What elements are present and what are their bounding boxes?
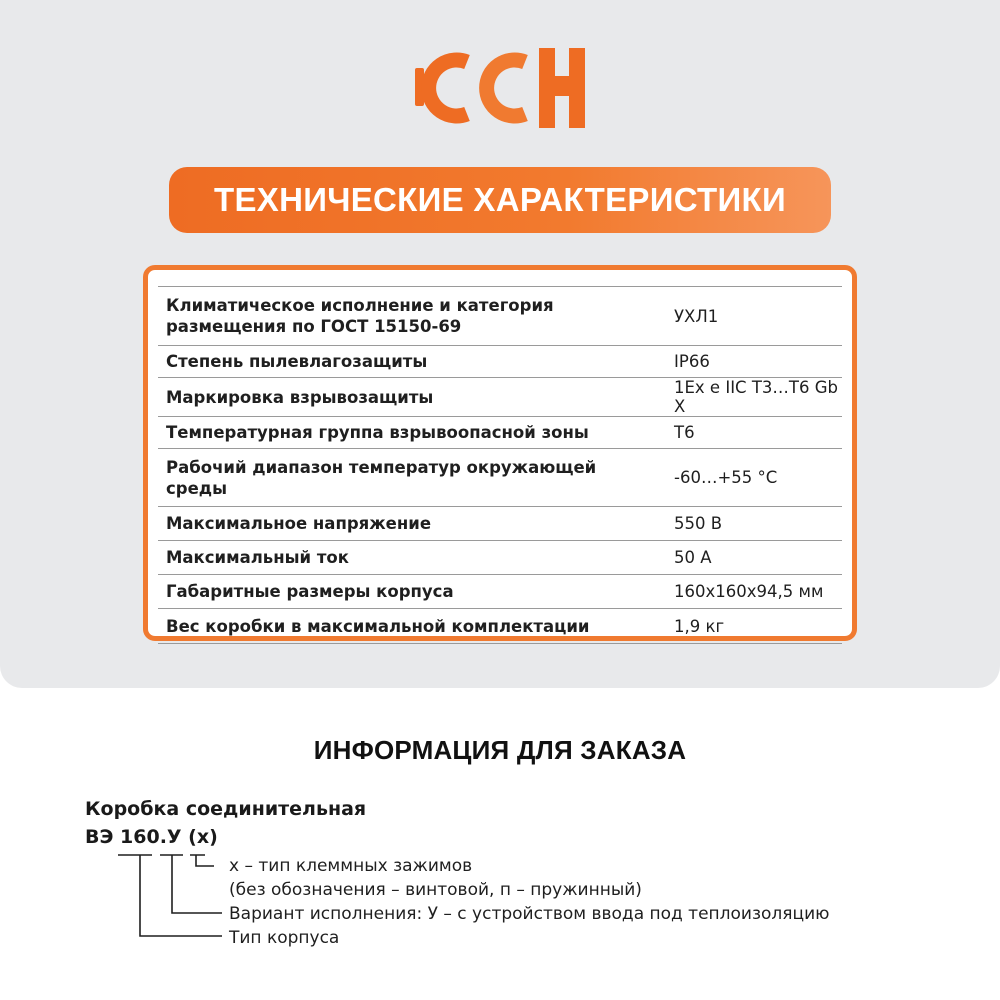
spec-value: 550 В — [660, 507, 842, 541]
spec-value: 160х160х94,5 мм — [660, 575, 842, 609]
order-info-title: ИНФОРМАЦИЯ ДЛЯ ЗАКАЗА — [313, 735, 687, 765]
spec-value: -60…+55 °С — [660, 449, 842, 507]
spec-label: Маркировка взрывозащиты — [158, 378, 660, 417]
spec-value: 1,9 кг — [660, 609, 842, 644]
spec-label: Максимальное напряжение — [158, 507, 660, 541]
spec-label: Максимальный ток — [158, 541, 660, 575]
product-code: ВЭ 160.У (х) — [85, 826, 218, 848]
legend-terminal-options: (без обозначения – винтовой, п – пружинный) — [229, 880, 642, 900]
spec-label: Климатическое исполнение и категория размещения по ГОСТ 15150-69 — [158, 287, 660, 346]
specs-title: ТЕХНИЧЕСКИЕ ХАРАКТЕРИСТИКИ — [214, 181, 786, 218]
spec-value: УХЛ1 — [660, 287, 842, 346]
spec-label: Габаритные размеры корпуса — [158, 575, 660, 609]
spec-label: Температурная группа взрывоопасной зоны — [158, 417, 660, 449]
legend-variant: Вариант исполнения: У – с устройством ввода под теплоизоляцию — [229, 904, 830, 924]
product-name: Коробка соединительная — [85, 798, 367, 820]
spec-label: Рабочий диапазон температур окружающей среды — [158, 449, 660, 507]
spec-value: 50 А — [660, 541, 842, 575]
connector-line-type — [118, 855, 222, 936]
spec-value: IP66 — [660, 346, 842, 378]
legend-body-type: Тип корпуса — [229, 928, 340, 948]
connector-line-terminal — [190, 855, 214, 866]
connector-line-variant — [160, 855, 222, 913]
legend-terminal-type: х – тип клеммных зажимов — [229, 856, 473, 876]
spec-value: 1Ex e IIC T3…T6 Gb X — [660, 378, 842, 417]
spec-label: Степень пылевлагозащиты — [158, 346, 660, 378]
spec-value: Т6 — [660, 417, 842, 449]
spec-label: Вес коробки в максимальной комплектации — [158, 609, 660, 644]
